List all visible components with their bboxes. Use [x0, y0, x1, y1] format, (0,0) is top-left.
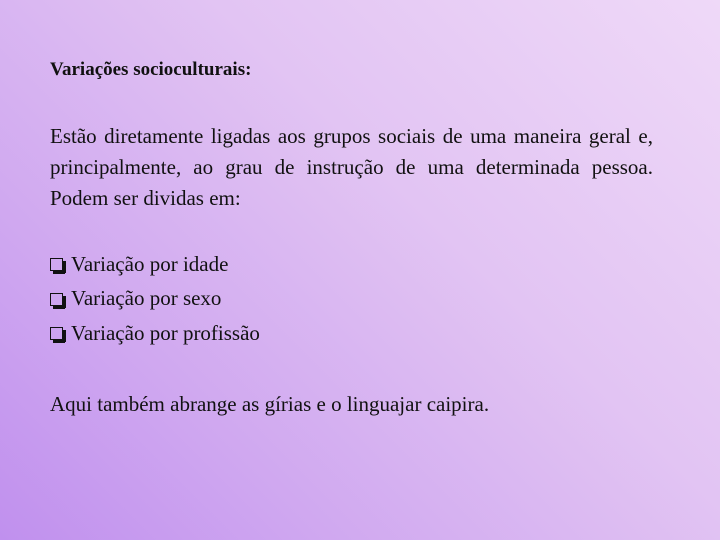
- list-item: [50, 316, 260, 351]
- slide-content: [50, 0, 653, 540]
- checkbox-square-icon: [50, 258, 63, 271]
- checkbox-square-icon: [50, 293, 63, 306]
- list-item: [50, 282, 260, 317]
- checkbox-square-icon: [50, 327, 63, 340]
- list-item: [50, 247, 260, 282]
- bullet-text: Variação por idade: [71, 251, 229, 276]
- intro-paragraph: Estão diretamente ligadas aos grupos sociais de uma maneira geral e, principalmente, ao grau de instrução de uma determinada pessoa. Podem ser dividas em:: [50, 124, 653, 210]
- bullet-text: Variação por profissão: [71, 320, 260, 345]
- slide-heading: Variações socioculturais:: [50, 59, 252, 80]
- closing-text: Aqui também abrange as gírias e o linguajar caipira.: [50, 392, 490, 416]
- bullet-list: [50, 247, 260, 351]
- bullet-text: Variação por sexo: [71, 286, 222, 311]
